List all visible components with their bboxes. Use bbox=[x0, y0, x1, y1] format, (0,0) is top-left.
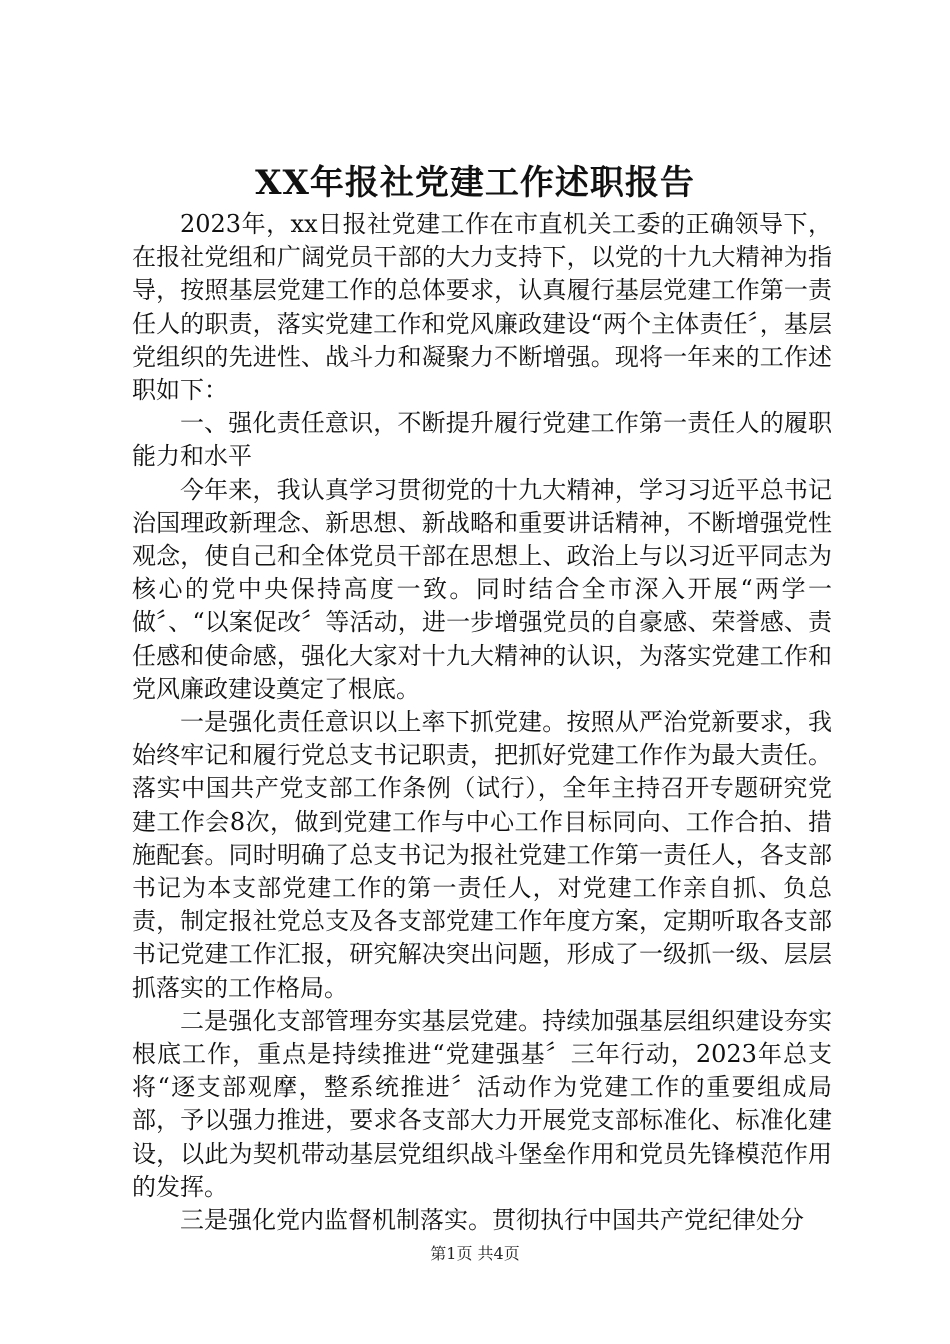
paragraph-intro: 2023年，xx日报社党建工作在市直机关工委的正确领导下，在报社党组和广阔党员干部的大力支持下，以党的十九大精神为指导，按照基层党建工作的总体要求，认真履行基层党建工作第一责任人的职责，落实党建工作和党风廉政建设“两个主体责任〞，基层党组织的先进性、战斗力和凝聚力不断增强。现将一年来的工作述职如下： bbox=[132, 210, 832, 405]
paragraph-point-2: 二是强化支部管理夯实基层党建。持续加强基层组织建设夯实根底工作，重点是持续推进“党建强基〞三年行动，2023年总支将“逐支部观摩，整系统推进〞活动作为党建工作的重要组成局部，予以强力推进，要求各支部大力开展党支部标准化、标准化建设，以此为契机带动基层党组织战斗堡垒作用和党员先锋模范作用的发挥。 bbox=[132, 1006, 832, 1201]
document-title: XX年报社党建工作述职报告 bbox=[255, 163, 695, 203]
section-heading-1: 一、强化责任意识，不断提升履行党建工作第一责任人的履职能力和水平 bbox=[132, 409, 832, 471]
paragraph-point-3: 三是强化党内监督机制落实。贯彻执行中国共产党纪律处分 bbox=[180, 1206, 804, 1235]
document-body bbox=[132, 208, 832, 1237]
page-number-footer: 第1页 共4页 bbox=[430, 1244, 520, 1263]
paragraph-study: 今年来，我认真学习贯彻党的十九大精神，学习习近平总书记治国理政新理念、新思想、新战略和重要讲话精神，不断增强党性观念，使自己和全体党员干部在思想上、政治上与以习近平同志为核心的党中央保持高度一致。同时结合全市深入开展“两学一做〞、“以案促改〞等活动，进一步增强党员的自豪感、荣誉感、责任感和使命感，强化大家对十九大精神的认识，为落实党建工作和党风廉政建设奠定了根底。 bbox=[132, 475, 832, 703]
paragraph-point-1: 一是强化责任意识以上率下抓党建。按照从严治党新要求，我始终牢记和履行党总支书记职责，把抓好党建工作作为最大责任。落实中国共产党支部工作条例（试行），全年主持召开专题研究党建工作会8次，做到党建工作与中心工作目标同向、工作合拍、措施配套。同时明确了总支书记为报社党建工作第一责任人，各支部书记为本支部党建工作的第一责任人，对党建工作亲自抓、负总责，制定报社党总支及各支部党建工作年度方案，定期听取各支部书记党建工作汇报，研究解决突出问题，形成了一级抓一级、层层抓落实的工作格局。 bbox=[132, 708, 832, 1002]
